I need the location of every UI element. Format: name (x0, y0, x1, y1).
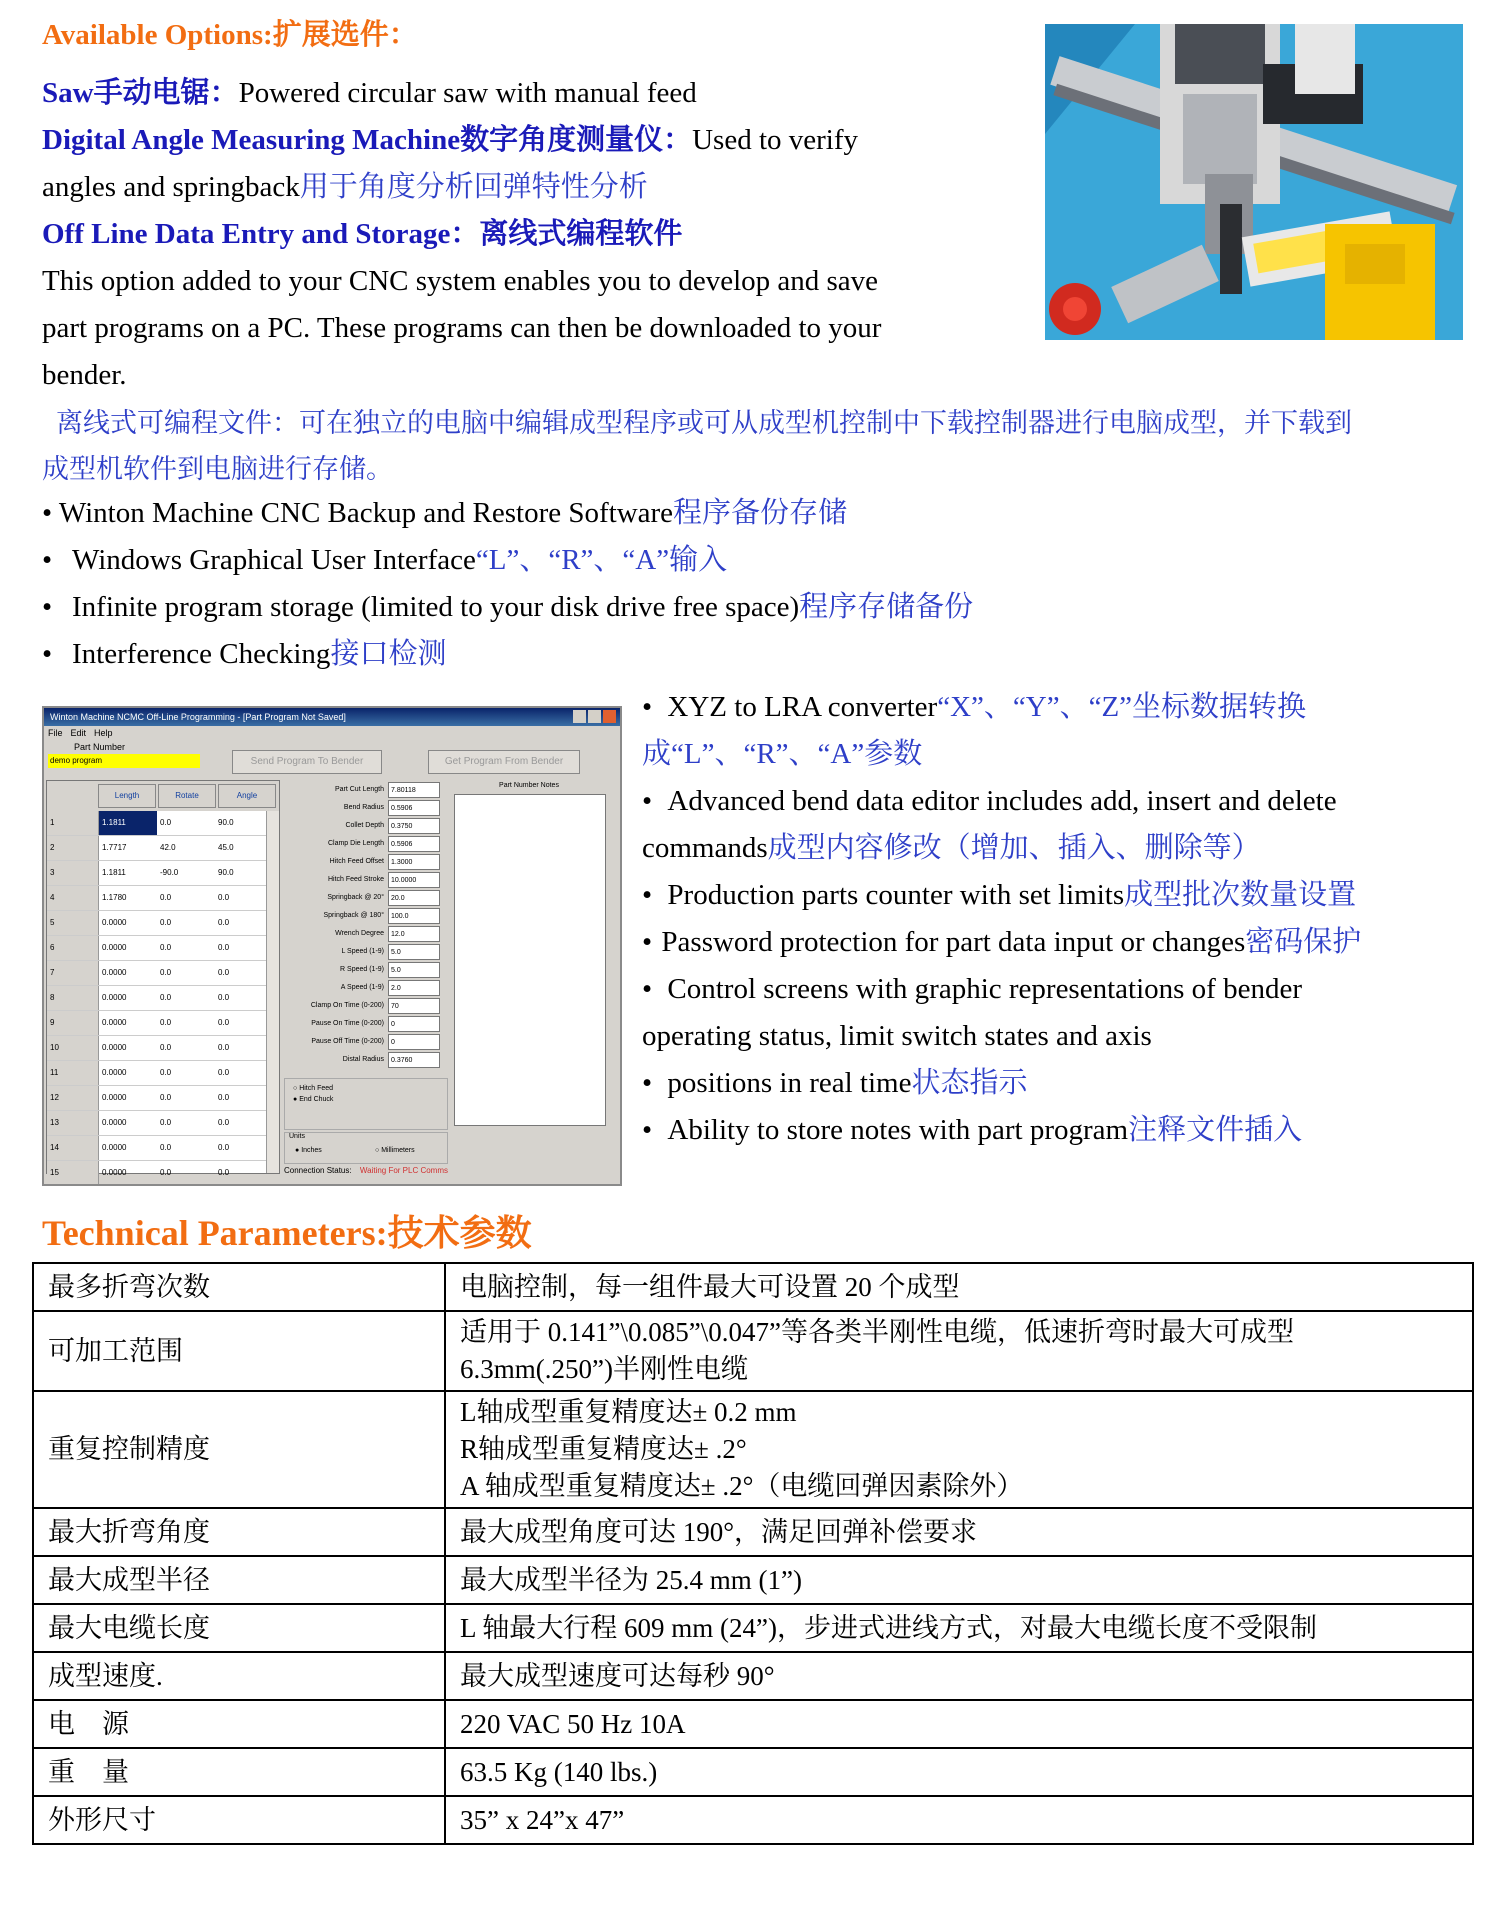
grid-row[interactable] (47, 886, 279, 911)
parameter-label: R Speed (1-9) (340, 966, 384, 973)
parameter-input[interactable]: 0.5906 (388, 836, 440, 852)
bullet-en: Interference Checking (72, 638, 331, 670)
menu-edit[interactable]: Edit (70, 728, 87, 738)
bullet-cn: “L”、“R”、“A”输入 (475, 544, 728, 576)
table-row (33, 1263, 1473, 1311)
parameter-row (284, 908, 444, 926)
parameter-row (284, 872, 444, 890)
parameter-label: L Speed (1-9) (341, 948, 384, 955)
saw-line (42, 70, 697, 116)
connection-status-label: Connection Status: (284, 1166, 352, 1175)
param-value-cell (445, 1748, 1473, 1796)
parameter-label: Hitch Feed Offset (329, 858, 384, 865)
grid-row[interactable] (47, 936, 279, 961)
row-number: 15 (47, 1161, 99, 1185)
angle-line-2 (42, 164, 648, 210)
param-value-line: 电脑控制，每一组件最大可设置 20 个成型 (460, 1271, 960, 1302)
row-number: 8 (47, 986, 99, 1010)
parameter-row (284, 1034, 444, 1052)
parameter-input[interactable]: 20.0 (388, 890, 440, 906)
saw-desc: Powered circular saw with manual feed (238, 77, 697, 109)
grid-row[interactable] (47, 1061, 279, 1086)
parameter-row (284, 818, 444, 836)
grid-row[interactable] (47, 1136, 279, 1161)
parameter-input[interactable]: 5.0 (388, 962, 440, 978)
grid-row[interactable] (47, 1111, 279, 1136)
param-name-cell: 外形尺寸 (33, 1796, 445, 1844)
grid-cell[interactable]: 0.0000 (102, 1143, 127, 1152)
bullet-cn: 密码保护 (1245, 926, 1362, 958)
grid-scrollbar[interactable] (266, 811, 279, 1173)
grid-cell[interactable]: 0.0 (160, 1168, 172, 1177)
menu-help[interactable]: Help (94, 728, 113, 738)
grid-cell[interactable]: 0.0 (160, 943, 172, 952)
grid-cell[interactable]: 0.0 (218, 918, 230, 927)
angle-label: Digital Angle Measuring Machine (42, 124, 461, 156)
parameter-input[interactable]: 0.3760 (388, 1052, 440, 1068)
grid-row[interactable] (47, 836, 279, 861)
units-label: Units (289, 1133, 305, 1140)
list-item (42, 537, 727, 583)
offline-desc-3: bender. (42, 359, 127, 391)
grid-cell[interactable]: 0.0 (160, 1143, 172, 1152)
angle-desc-2-cn: 用于角度分析回弹特性分析 (299, 171, 648, 203)
param-value-line: 最大成型角度可达 190°，满足回弹补偿要求 (460, 1516, 978, 1547)
list-item-continuation: operating status, limit switch states and axis (642, 1020, 1152, 1052)
grid-row[interactable] (47, 911, 279, 936)
saw-machine-photo (1045, 24, 1463, 340)
saw-label: Saw (42, 77, 94, 109)
parameter-label: Hitch Feed Stroke (327, 876, 384, 883)
tech-params-body (33, 1263, 1473, 1844)
grid-row[interactable] (47, 861, 279, 886)
parameter-label: Wrench Degree (335, 930, 384, 937)
param-value-cell (445, 1508, 1473, 1556)
options-heading-en: Available Options: (42, 19, 273, 51)
bullet-dot: • (42, 638, 53, 670)
row-number: 1 (47, 811, 99, 835)
parameter-label: Springback @ 180° (323, 912, 384, 919)
param-name-cell: 最大成型半径 (33, 1556, 445, 1604)
param-value-line: L 轴最大行程 609 mm (24”)，步进式进线方式，对最大电缆长度不受限制 (460, 1612, 1317, 1643)
bullet-dot: • (42, 591, 53, 623)
parameter-input[interactable]: 0.5906 (388, 800, 440, 816)
bullet-cn: 接口检测 (330, 638, 447, 670)
notes-label: Part Number Notes (499, 782, 559, 789)
table-row (33, 1700, 1473, 1748)
bullet-cn: 注释文件插入 (1128, 1114, 1303, 1146)
parameter-row (284, 836, 444, 854)
maximize-icon[interactable] (588, 710, 601, 723)
bullet-en: Ability to store notes with part program (667, 1114, 1129, 1146)
saw-label-cn: 手动电锯： (93, 77, 239, 109)
tech-heading-cn: 技术参数 (387, 1213, 532, 1253)
end-chuck-radio[interactable]: ● End Chuck (293, 1096, 334, 1103)
grid-cell[interactable]: 0.0 (160, 993, 172, 1002)
grid-cell[interactable]: 0.0 (218, 968, 230, 977)
table-row (33, 1311, 1473, 1391)
row-number: 10 (47, 1036, 99, 1060)
parameter-label: Part Cut Length (334, 786, 384, 793)
param-name-cell: 可加工范围 (33, 1311, 445, 1391)
parameter-input[interactable]: 7.80118 (388, 782, 440, 798)
bullet-en: XYZ to LRA converter (667, 691, 938, 723)
bend-data-grid (46, 780, 280, 1177)
millimeters-radio[interactable]: ○ Millimeters (375, 1147, 415, 1154)
hitch-feed-label: Hitch Feed (299, 1085, 334, 1092)
grid-header (47, 781, 279, 811)
notes-textarea[interactable] (454, 794, 606, 1126)
parameter-input[interactable]: 2.0 (388, 980, 440, 996)
param-value-line: 6.3mm(.250”)半刚性电缆 (460, 1354, 748, 1384)
parameter-row (284, 782, 444, 800)
row-number: 7 (47, 961, 99, 985)
software-screenshot (42, 706, 622, 1186)
parameter-input[interactable]: 0.3750 (388, 818, 440, 834)
param-value-cell (445, 1391, 1473, 1508)
grid-cell[interactable]: 0.0 (218, 1118, 230, 1127)
parameter-row (284, 1052, 444, 1070)
angle-line (42, 117, 858, 163)
connection-status-value: Waiting For PLC Comms (359, 1166, 449, 1175)
grid-cell[interactable]: 0.0 (160, 893, 172, 902)
grid-cell[interactable]: 90.0 (218, 818, 234, 827)
bullet-en: Winton Machine CNC Backup and Restore Software (58, 497, 674, 529)
bullet-cn: “X”、“Y”、“Z”坐标数据转换 (937, 691, 1307, 723)
rotate-column-header[interactable]: Rotate (158, 784, 216, 808)
offline-label-cn: 离线式编程软件 (479, 218, 683, 250)
units-group (284, 1132, 448, 1164)
parameter-row (284, 854, 444, 872)
parameter-input[interactable]: 70 (388, 998, 440, 1014)
list-item: • Advanced bend data editor includes add, insert and delete (642, 785, 1337, 817)
grid-cell[interactable]: 0.0 (218, 1018, 230, 1027)
parameter-input[interactable]: 0 (388, 1016, 440, 1032)
grid-cell[interactable]: 0.0 (218, 993, 230, 1002)
param-name-cell: 最大电缆长度 (33, 1604, 445, 1652)
param-value-line: 最大成型半径为 25.4 mm (1”) (460, 1564, 802, 1595)
grid-cell[interactable]: 0.0 (160, 1068, 172, 1077)
offline-label: Off Line Data Entry and Storage： (42, 218, 480, 250)
grid-cell[interactable]: 1.1811 (102, 868, 126, 877)
grid-cell[interactable]: 0.0 (218, 893, 230, 902)
grid-cell[interactable]: 1.1811 (99, 811, 157, 835)
grid-cell[interactable]: 0.0 (160, 1118, 172, 1127)
grid-cell[interactable]: 0.0000 (102, 1068, 127, 1077)
grid-cell[interactable]: 0.0000 (102, 1093, 127, 1102)
grid-cell[interactable]: 42.0 (160, 843, 176, 852)
hitch-feed-radio[interactable]: ○ Hitch Feed (293, 1085, 334, 1092)
param-value-cell (445, 1604, 1473, 1652)
grid-cell[interactable]: 0.0000 (102, 943, 127, 952)
grid-row[interactable] (47, 1011, 279, 1036)
row-number: 14 (47, 1136, 99, 1160)
connection-status (284, 1166, 448, 1175)
grid-row[interactable] (47, 1036, 279, 1061)
grid-cell[interactable]: 0.0 (160, 1018, 172, 1027)
minimize-icon[interactable] (573, 710, 586, 723)
bullet-en: commands (642, 832, 768, 864)
menu-file[interactable]: File (48, 728, 63, 738)
bullet-en: positions in real time (667, 1067, 912, 1099)
end-chuck-label: End Chuck (299, 1096, 334, 1103)
grid-cell[interactable]: 0.0 (218, 1168, 230, 1177)
inches-radio[interactable]: ● Inches (295, 1147, 322, 1154)
grid-cell[interactable]: 0.0 (218, 1093, 230, 1102)
bullet-en: Production parts counter with set limits (667, 879, 1125, 911)
row-number: 9 (47, 1011, 99, 1035)
parameter-label: Pause Off Time (0-200) (311, 1038, 384, 1045)
param-value-line: 最大成型速度可达每秒 90° (460, 1660, 775, 1691)
bullet-cn-continuation: 成“L”、“R”、“A”参数 (642, 738, 923, 770)
offline-cn-1: 离线式可编程文件：可在独立的电脑中编辑成型程序或可从成型机控制中下载控制器进行电脑成型，并下载到 (56, 408, 1352, 438)
param-name-cell: 重复控制精度 (33, 1391, 445, 1508)
param-value-line: 35” x 24”x 47” (460, 1804, 625, 1835)
parameter-row (284, 1016, 444, 1034)
table-row (33, 1508, 1473, 1556)
grid-cell[interactable]: 0.0000 (102, 1043, 127, 1052)
offline-desc-2: part programs on a PC. These programs can then be downloaded to your (42, 312, 882, 344)
row-number: 4 (47, 886, 99, 910)
table-row (33, 1604, 1473, 1652)
row-number: 2 (47, 836, 99, 860)
parameter-label: Clamp On Time (0-200) (310, 1002, 384, 1009)
tech-heading-en: Technical Parameters: (42, 1213, 388, 1253)
grid-row[interactable] (47, 961, 279, 986)
millimeters-label: Millimeters (381, 1147, 415, 1154)
parameter-row (284, 998, 444, 1016)
parameter-label: Clamp Die Length (327, 840, 384, 847)
row-number: 3 (47, 861, 99, 885)
table-row (33, 1796, 1473, 1844)
bullet-cn: 成型内容修改（增加、插入、删除等） (767, 832, 1261, 864)
grid-row[interactable] (47, 1161, 279, 1186)
parameter-row (284, 944, 444, 962)
grid-cell[interactable]: 0.0000 (102, 1168, 127, 1177)
parameter-input[interactable]: 1.3000 (388, 854, 440, 870)
parameter-row (284, 800, 444, 818)
table-row (33, 1748, 1473, 1796)
tech-heading (42, 1210, 532, 1256)
list-item: • positions in real time状态指示 (642, 1067, 1028, 1099)
grid-cell[interactable]: 0.0 (218, 1043, 230, 1052)
options-heading-cn: 扩展选件： (272, 19, 418, 51)
part-number-label: Part Number (74, 742, 126, 752)
param-value-cell (445, 1556, 1473, 1604)
param-value-line: 63.5 Kg (140 lbs.) (460, 1756, 658, 1787)
menu-bar (44, 726, 620, 740)
inches-label: Inches (301, 1147, 322, 1154)
bullet-en: Control screens with graphic representations of bender (667, 973, 1302, 1005)
parameter-label: Distal Radius (342, 1056, 384, 1063)
angle-desc-2: angles and springback (42, 171, 300, 203)
grid-cell[interactable]: 0.0000 (102, 993, 127, 1002)
parameter-label: Collet Depth (345, 822, 384, 829)
bullet-dot: • (42, 544, 53, 576)
grid-body (47, 811, 279, 1186)
list-item (42, 490, 847, 536)
grid-cell[interactable]: 0.0 (218, 1068, 230, 1077)
grid-cell[interactable]: 45.0 (218, 843, 234, 852)
param-name-cell: 最大折弯角度 (33, 1508, 445, 1556)
parameter-label: Springback @ 20° (327, 894, 384, 901)
grid-cell[interactable]: 0.0000 (102, 918, 127, 927)
bullet-cn: 成型批次数量设置 (1124, 879, 1357, 911)
part-number-input[interactable]: demo program (48, 754, 200, 768)
list-item: • Production parts counter with set limits成型批次数量设置 (642, 879, 1357, 911)
list-item: • XYZ to LRA converter“X”、“Y”、“Z”坐标数据转换 (642, 691, 1307, 723)
parameter-label: Pause On Time (0-200) (311, 1020, 384, 1027)
bullet-en: Infinite program storage (limited to your disk drive free space) (72, 591, 800, 623)
param-value-line: L轴成型重复精度达± 0.2 mm (460, 1397, 797, 1427)
row-number: 13 (47, 1111, 99, 1135)
parameter-input[interactable]: 10.0000 (388, 872, 440, 888)
row-number: 12 (47, 1086, 99, 1110)
bullet-en: Advanced bend data editor includes add, insert and delete (667, 785, 1337, 817)
param-value-cell (445, 1700, 1473, 1748)
parameter-panel (284, 782, 444, 1070)
table-row (33, 1652, 1473, 1700)
bullet-en: Password protection for part data input or changes (661, 926, 1246, 958)
param-value-line: 适用于 0.141”\0.085”\0.047”等各类半刚性电缆，低速折弯时最大可成型 (460, 1317, 1294, 1347)
parameter-input[interactable]: 5.0 (388, 944, 440, 960)
window-title: Winton Machine NCMC Off-Line Programming - [Part Program Not Saved] (50, 712, 346, 722)
list-item (42, 631, 446, 677)
grid-cell[interactable]: 0.0 (160, 1043, 172, 1052)
grid-cell[interactable]: 0.0 (160, 918, 172, 927)
feed-mode-group (284, 1078, 448, 1130)
param-name-cell: 电 源 (33, 1700, 445, 1748)
grid-cell[interactable]: 1.7717 (102, 843, 127, 852)
angle-column-header[interactable]: Angle (218, 784, 276, 808)
parameter-input[interactable]: 12.0 (388, 926, 440, 942)
parameter-input[interactable]: 100.0 (388, 908, 440, 924)
grid-cell[interactable]: -90.0 (160, 868, 179, 877)
param-value-cell (445, 1796, 1473, 1844)
param-value-cell (445, 1652, 1473, 1700)
bullet-cn: 状态指示 (911, 1067, 1028, 1099)
list-item: • Ability to store notes with part program注释文件插入 (642, 1114, 1303, 1146)
parameter-row (284, 962, 444, 980)
tech-params-table (32, 1262, 1474, 1845)
window-title-bar (44, 708, 620, 726)
param-value-line: A 轴成型重复精度达± .2°（电缆回弹因素除外） (460, 1471, 1024, 1501)
grid-cell[interactable]: 0.0 (160, 1093, 172, 1102)
grid-row[interactable] (47, 811, 279, 836)
offline-cn-2: 成型机软件到电脑进行存储。 (42, 454, 393, 484)
grid-cell[interactable]: 0.0000 (102, 1118, 127, 1127)
grid-cell[interactable]: 0.0 (160, 968, 172, 977)
grid-cell[interactable]: 0.0000 (102, 968, 127, 977)
grid-cell[interactable]: 0.0 (218, 1143, 230, 1152)
bullet-en: Windows Graphical User Interface (72, 544, 476, 576)
grid-cell[interactable]: 90.0 (218, 868, 234, 877)
list-item-continuation (642, 825, 1261, 872)
close-icon[interactable] (603, 710, 616, 723)
options-heading (42, 12, 418, 58)
list-item: • Password protection for part data input or changes密码保护 (642, 926, 1362, 958)
grid-row[interactable] (47, 1086, 279, 1111)
parameter-label: Bend Radius (343, 804, 384, 811)
list-item (42, 584, 973, 630)
offline-desc-1: This option added to your CNC system enables you to develop and save (42, 265, 879, 297)
parameter-row (284, 926, 444, 944)
param-value-line: R轴成型重复精度达± .2° (460, 1434, 747, 1464)
bullet-dot: • (42, 497, 53, 529)
row-number: 5 (47, 911, 99, 935)
row-number: 11 (47, 1061, 99, 1085)
grid-cell[interactable]: 1.1780 (102, 893, 127, 902)
param-name-cell: 最多折弯次数 (33, 1263, 445, 1311)
param-value-line: 220 VAC 50 Hz 10A (460, 1708, 686, 1739)
angle-desc: Used to verify (692, 124, 858, 156)
param-name-cell: 成型速度. (33, 1652, 445, 1700)
send-to-bender-button[interactable]: Send Program To Bender (232, 750, 382, 774)
bullet-cn: 程序存储备份 (799, 591, 974, 623)
list-item: • Control screens with graphic representations of bender (642, 973, 1302, 1005)
bullet-cn: 程序备份存储 (673, 497, 848, 529)
parameter-label: A Speed (1-9) (340, 984, 384, 991)
get-from-bender-button[interactable]: Get Program From Bender (428, 750, 580, 774)
angle-label-cn: 数字角度测量仪： (460, 124, 693, 156)
param-value-cell (445, 1263, 1473, 1311)
grid-cell[interactable]: 0.0000 (102, 1018, 127, 1027)
offline-line (42, 211, 682, 257)
length-column-header[interactable]: Length (98, 784, 156, 808)
table-row (33, 1556, 1473, 1604)
parameter-row (284, 980, 444, 998)
param-name-cell: 重 量 (33, 1748, 445, 1796)
parameter-input[interactable]: 0 (388, 1034, 440, 1050)
row-number: 6 (47, 936, 99, 960)
grid-cell[interactable]: 0.0 (160, 818, 172, 827)
parameter-row (284, 890, 444, 908)
param-value-cell (445, 1311, 1473, 1391)
table-row (33, 1391, 1473, 1508)
grid-row[interactable] (47, 986, 279, 1011)
grid-cell[interactable]: 0.0 (218, 943, 230, 952)
